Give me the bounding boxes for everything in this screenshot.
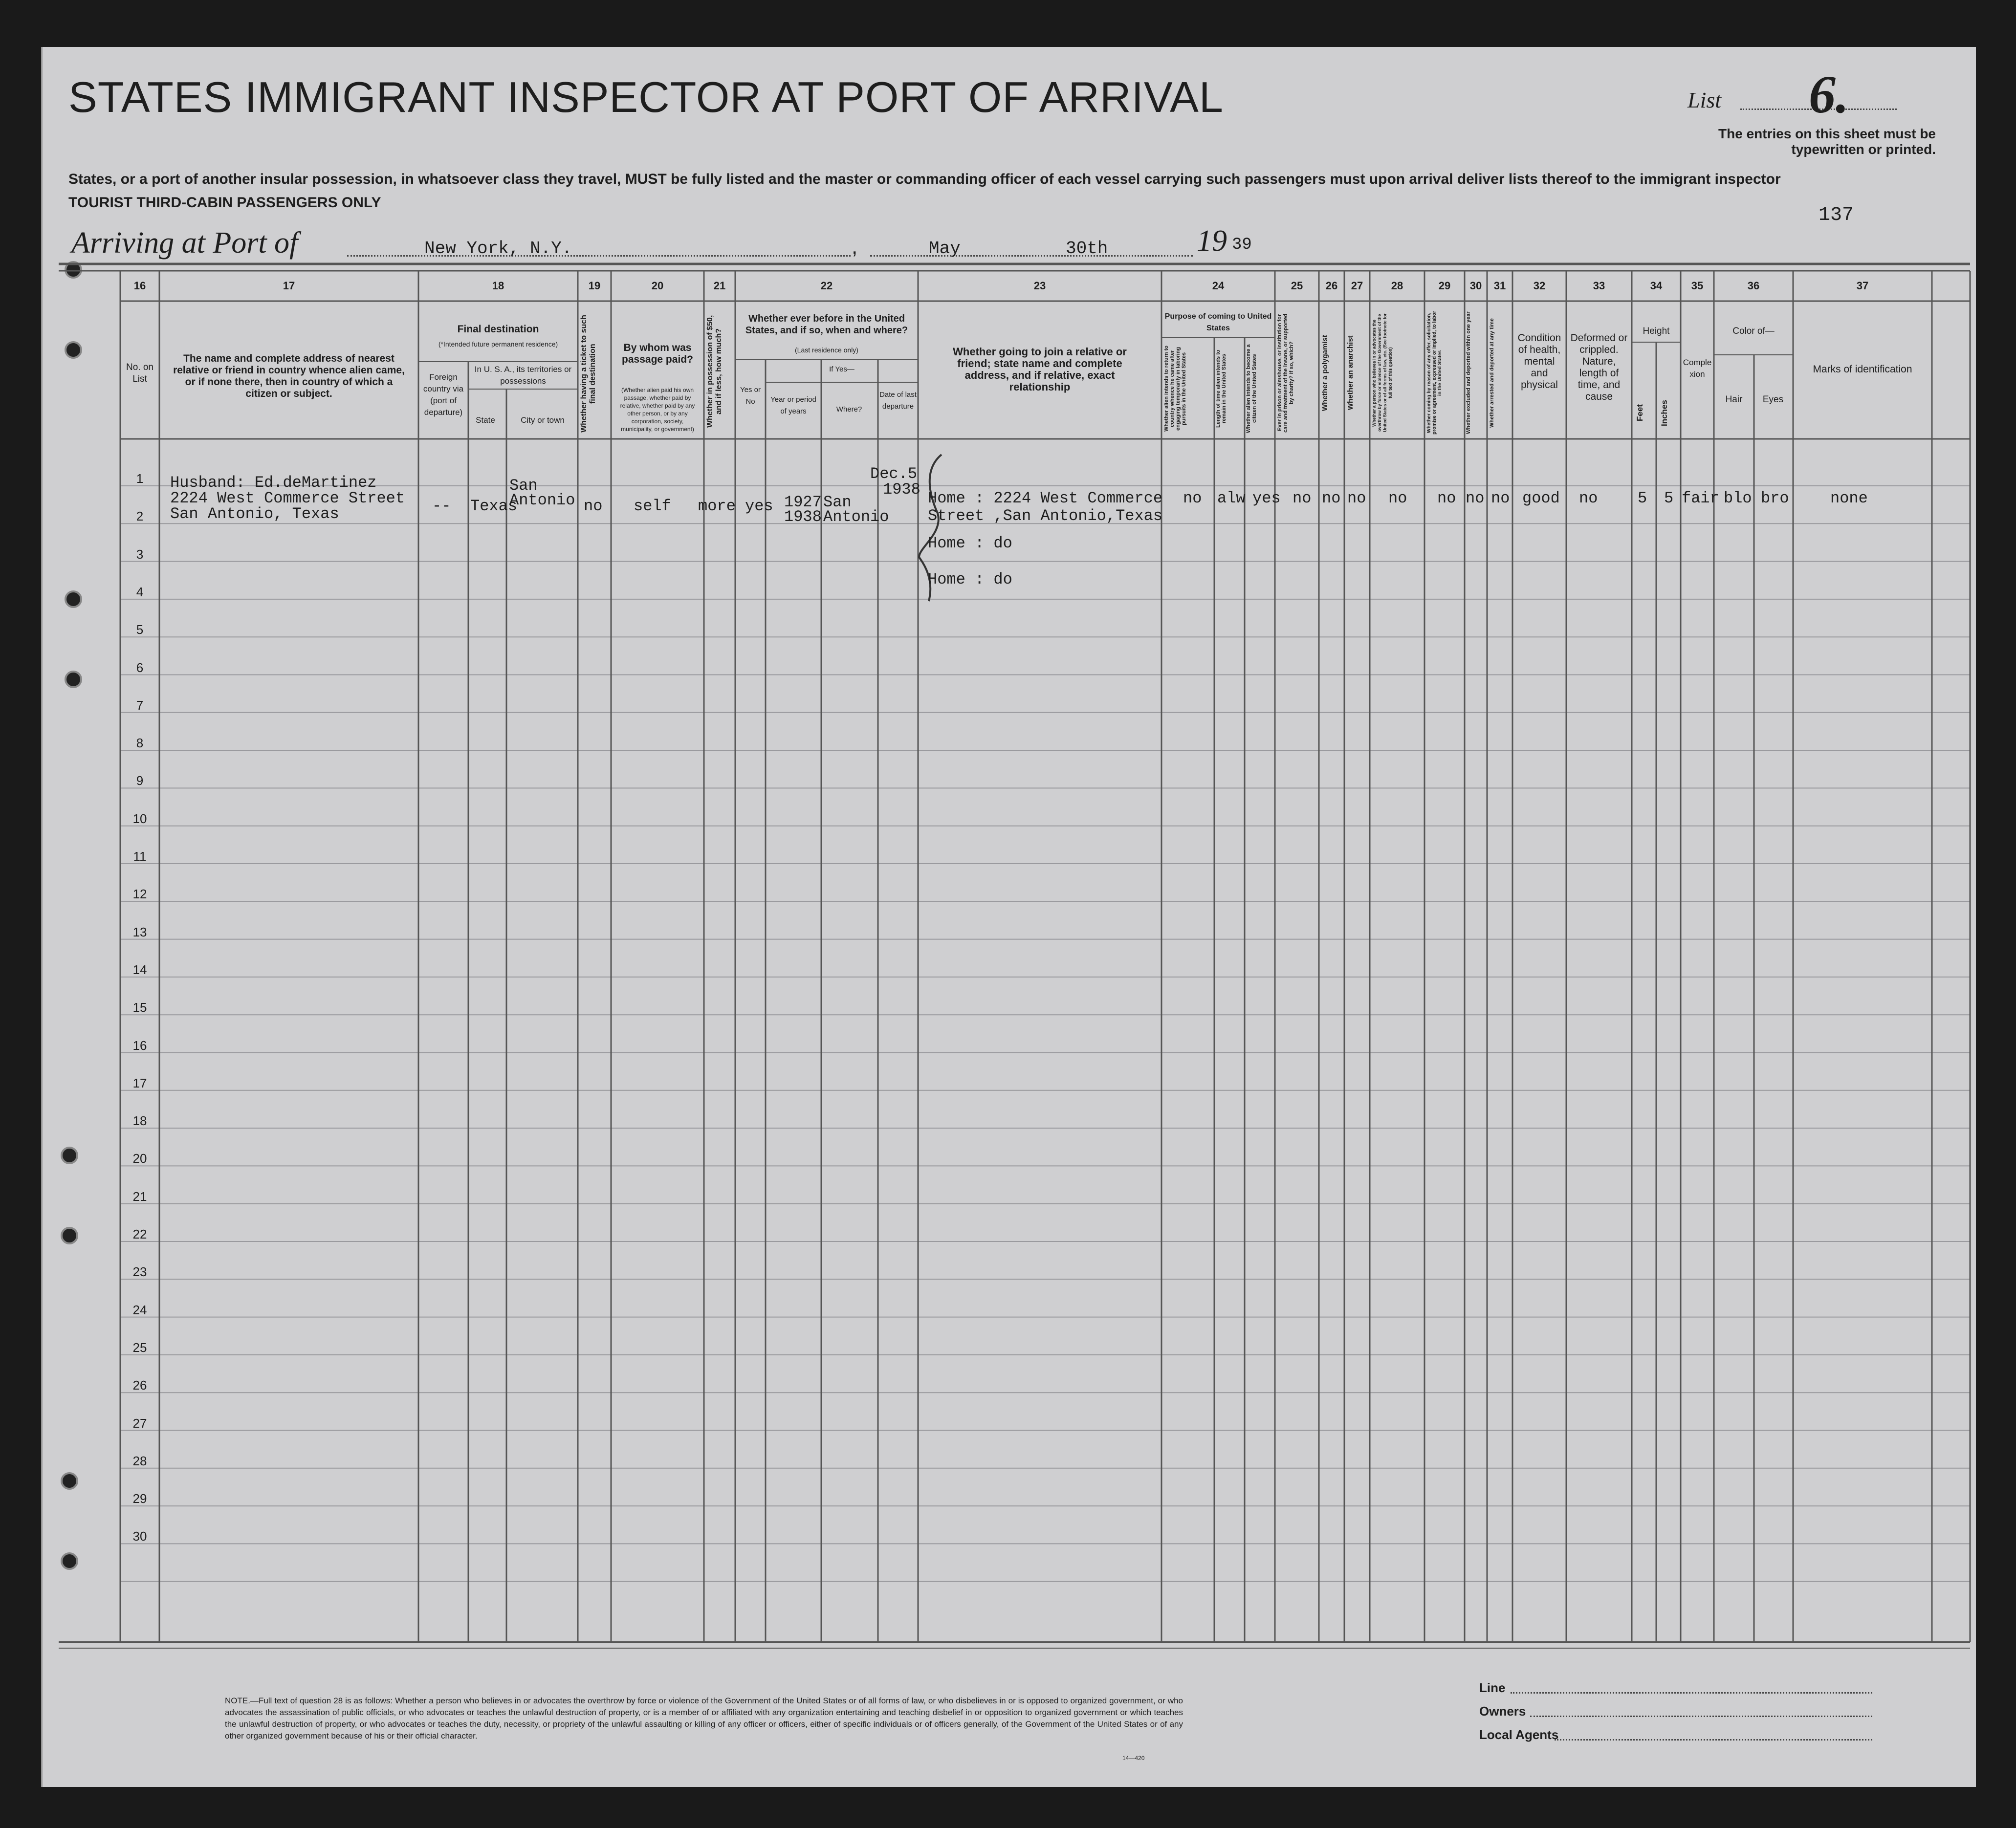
day-value: 30th	[1066, 239, 1108, 259]
c24a-value: no	[1183, 489, 1202, 507]
col28-heading: Whether a person who believes in or advocates the overthrow by force or violence of the Government of the United States or of all forms of law, etc. (See footnote for full text of this question)	[1372, 313, 1393, 433]
col-number: 20	[651, 280, 664, 292]
binding-hole	[65, 671, 82, 688]
row-number: 2	[136, 509, 144, 524]
hair-color: blo	[1724, 489, 1752, 507]
health: good	[1522, 489, 1560, 507]
line-signature[interactable]	[1511, 1692, 1872, 1694]
money: more	[698, 497, 736, 515]
footnote-question-28: NOTE.—Full text of question 28 is as follows: Whether a person who believes in or advocates the overthrow by force or violence of the Government of the United States or of all forms of law, or who disbelieves in or is opposed to organized government, or who advocates the assassination of public officials, or who advocates or teaches the unlawful destruction of property, or is a member of or affiliated with any organization entertaining and teaching disbelief in or opposition to organized government or which teaches the unlawful destruction of property, or who advocates or teaches the duty, necessity, or propriety of the unlawful assaulting or killing of any officer or officers, either of specific individuals or of officers generally, of the Government of the United States or of any other organized government because of his or their official character.	[225, 1696, 1183, 1741]
row-number: 8	[136, 736, 144, 751]
period-2: 1938	[784, 508, 822, 526]
row-number: 29	[132, 1491, 147, 1506]
row-number: 14	[132, 962, 147, 977]
destination-state: Texas	[470, 497, 518, 515]
col20-subtitle: (Whether alien paid his own passage, whether paid by relative, whether paid by any other person, or by any corporation, society, municipality, or government)	[620, 387, 695, 433]
col-number: 21	[713, 280, 726, 292]
foreign-port: --	[432, 497, 451, 515]
month-value: May	[929, 239, 961, 259]
col23-heading: Whether going to join a relative or friend; state name and complete address, and if relative, exact relationship	[953, 346, 1127, 393]
col18-foreign: Foreign country via (port of departure)	[423, 372, 464, 417]
col24b-heading: Length of time alien intends to remain in the United States	[1215, 349, 1227, 428]
list-number: 6.	[1809, 65, 1849, 124]
col21-heading: Whether in possession of $50, and if less, how much?	[706, 315, 723, 428]
row-number: 3	[136, 546, 144, 562]
col34-feet: Feet	[1635, 404, 1644, 422]
col-number: 22	[820, 280, 833, 292]
c29-value: no	[1437, 489, 1456, 507]
col36-eyes: Eyes	[1762, 394, 1784, 405]
c26-value: no	[1322, 489, 1341, 507]
binding-hole	[65, 590, 82, 608]
col-number: 33	[1593, 280, 1605, 292]
arriving-label: Arriving at Port of	[71, 226, 298, 260]
col34-inches: Inches	[1660, 400, 1669, 426]
identification-marks: none	[1830, 489, 1868, 507]
col18-city: City or town	[521, 415, 565, 425]
owners-label: Owners	[1479, 1704, 1526, 1719]
col32-heading: Condition of health, mental and physical	[1517, 332, 1561, 391]
row-number: 15	[132, 1000, 147, 1015]
col30-heading: Whether excluded and deported within one year	[1466, 311, 1471, 435]
relative-line-2: 2224 West Commerce Street	[170, 489, 405, 507]
col-number: 23	[1033, 280, 1046, 292]
complexion: fair	[1682, 489, 1719, 507]
row-number: 25	[132, 1340, 147, 1355]
where-2: Antonio	[823, 508, 889, 526]
year-prefix: 19	[1197, 224, 1227, 258]
row-number: 9	[136, 773, 144, 788]
col18-state: State	[476, 415, 495, 425]
c24c-value: yes	[1252, 489, 1281, 507]
c27-value: no	[1347, 489, 1366, 507]
row-number: 4	[136, 584, 144, 599]
col16-heading: No. on List	[126, 362, 153, 384]
relative-line-1: Husband: Ed.deMartinez	[170, 474, 377, 492]
col22-year: Year or period of years	[770, 395, 816, 415]
row-number: 13	[132, 924, 147, 939]
destination-city-1: San	[509, 477, 538, 495]
col19-heading: Whether having a ticket to such final destination	[580, 315, 597, 433]
where-1: San	[823, 493, 852, 511]
row-number: 5	[136, 622, 144, 637]
passenger-class: TOURIST THIRD-CABIN PASSENGERS ONLY	[68, 195, 381, 211]
c24b-value: alw	[1217, 489, 1246, 507]
row-number: 23	[132, 1264, 147, 1280]
join-line-2: Street ,San Antonio,Texas	[928, 507, 1163, 525]
col29-heading: Whether coming by reason of any offer, solicitation, promise or agreement, expressed or implied, to labor in the United States	[1426, 311, 1443, 435]
row-number: 10	[132, 811, 147, 826]
binding-hole	[61, 1472, 78, 1490]
manifest-sheet	[41, 47, 1976, 1787]
destination-city-2: Antonio	[509, 491, 575, 509]
col20-title: By whom was passage paid?	[622, 342, 693, 365]
comma: ,	[852, 235, 858, 259]
col36-title: Color of—	[1732, 326, 1775, 336]
port-line	[347, 255, 851, 257]
join-row-3: Home : do	[928, 570, 1012, 588]
binding-hole	[61, 1147, 78, 1164]
col33-heading: Deformed or crippled. Nature, length of time, and cause	[1570, 332, 1628, 402]
port-value: New York, N.Y.	[424, 239, 572, 259]
col24a-heading: Whether alien intends to return to country whence he came after engaging temporarily in laboring pursuits in the United States	[1163, 346, 1187, 432]
col22-subtitle: (Last residence only)	[795, 346, 858, 354]
col22-where: Where?	[836, 405, 862, 413]
c30-value: no	[1466, 489, 1485, 507]
col-number: 25	[1291, 280, 1303, 292]
col22-title: Whether ever before in the United States, and if so, when and where?	[745, 313, 908, 336]
row-number: 26	[132, 1378, 147, 1393]
eye-color: bro	[1761, 489, 1789, 507]
c25-value: no	[1293, 489, 1312, 507]
row-number: 22	[132, 1227, 147, 1241]
entries-note: The entries on this sheet must be typewritten or printed.	[1718, 126, 1936, 157]
col-number: 26	[1325, 280, 1338, 292]
col-number: 16	[133, 280, 146, 292]
agents-signature[interactable]	[1555, 1739, 1872, 1741]
col-number: 34	[1650, 280, 1663, 292]
binding-hole	[65, 341, 82, 359]
height-inches: 5	[1664, 489, 1674, 507]
row-number: 27	[132, 1415, 147, 1431]
col18-usa: In U. S. A., its territories or possessions	[474, 365, 572, 386]
passage-paid-by: self	[634, 497, 671, 515]
row-number: 6	[136, 660, 144, 675]
row-number: 28	[132, 1453, 147, 1468]
col-number: 17	[283, 280, 295, 292]
col18-title: Final destination	[457, 324, 539, 335]
col25-heading: Ever in prison or almshouse, or institution for care and treatment of the insane, or supported by charity? If so, which?	[1277, 313, 1294, 433]
line-label: Line	[1479, 1680, 1506, 1695]
col35-heading: Complexion	[1683, 358, 1712, 379]
form-code: 14—420	[1122, 1755, 1145, 1762]
page-number: 137	[1819, 204, 1854, 226]
col27-heading: Whether an anarchist	[1346, 335, 1355, 411]
row-number: 30	[132, 1529, 147, 1544]
c28-value: no	[1388, 489, 1407, 507]
form-subtitle: States, or a port of another insular possession, in whatsoever class they travel, MUST be fully listed and the master or commanding officer of each vessel carrying such passengers must upon arrival deliver lists thereof to the immigrant inspector	[68, 171, 1781, 187]
col-number: 28	[1391, 280, 1403, 292]
col-number: 27	[1351, 280, 1363, 292]
col34-title: Height	[1643, 326, 1670, 336]
col-number: 19	[588, 280, 601, 292]
row-number: 24	[132, 1302, 147, 1317]
col31-heading: Whether arrested and deported at any time	[1489, 318, 1495, 428]
col-number: 24	[1212, 280, 1225, 292]
departure-1: Dec.5	[870, 465, 918, 483]
col-number: 31	[1493, 280, 1506, 292]
row-number: 12	[132, 887, 147, 902]
col-number: 35	[1691, 280, 1704, 292]
row-number: 17	[132, 1075, 147, 1090]
col37-heading: Marks of identification	[1813, 364, 1912, 375]
col17-heading: The name and complete address of nearest relative or friend in country whence alien came, or if none there, then in country of which a citizen or subject.	[173, 353, 405, 399]
row-number: 20	[132, 1151, 147, 1166]
row-number: 1	[136, 471, 144, 486]
binding-hole	[65, 261, 82, 279]
relative-line-3: San Antonio, Texas	[170, 505, 339, 523]
join-line-1: Home : 2224 West Commerce	[928, 489, 1163, 507]
col22-yesno: Yes or No	[740, 386, 761, 406]
agents-label: Local Agents	[1479, 1727, 1559, 1742]
before-yes-no: yes	[745, 497, 773, 515]
period-1: 1927	[784, 493, 822, 511]
col24-title: Purpose of coming to United States	[1164, 312, 1272, 332]
deformed: no	[1579, 489, 1598, 507]
col18-subtitle: (*Intended future permanent residence)	[438, 340, 558, 348]
col22-ifyes: If Yes—	[829, 365, 855, 373]
col22-date: Date of last departure	[879, 391, 917, 411]
join-row-2: Home : do	[928, 534, 1012, 552]
year-suffix: 39	[1232, 236, 1252, 254]
height-feet: 5	[1638, 489, 1647, 507]
ticket: no	[584, 497, 603, 515]
list-label: List	[1687, 87, 1722, 112]
col-number: 30	[1469, 280, 1482, 292]
c31-value: no	[1491, 489, 1510, 507]
col26-heading: Whether a polygamist	[1321, 335, 1329, 411]
departure-2: 1938	[883, 480, 920, 499]
date-line	[870, 255, 1193, 257]
col-number: 37	[1856, 280, 1869, 292]
row-number: 21	[132, 1189, 147, 1204]
row-number: 18	[132, 1113, 147, 1129]
row-number: 7	[136, 697, 144, 713]
form-title: STATES IMMIGRANT INSPECTOR AT PORT OF ARRIVAL	[68, 73, 1224, 121]
binding-hole	[61, 1227, 78, 1244]
row-number: 11	[133, 849, 147, 864]
col-number: 36	[1747, 280, 1760, 292]
col-number: 32	[1533, 280, 1546, 292]
col-number: 29	[1438, 280, 1451, 292]
col24c-heading: Whether alien intends to become a citizen of the United States	[1246, 344, 1257, 433]
binding-hole	[61, 1552, 78, 1570]
col-number: 18	[492, 280, 504, 292]
owners-signature[interactable]	[1530, 1716, 1872, 1717]
col36-hair: Hair	[1725, 394, 1743, 405]
row-number: 16	[132, 1038, 147, 1053]
